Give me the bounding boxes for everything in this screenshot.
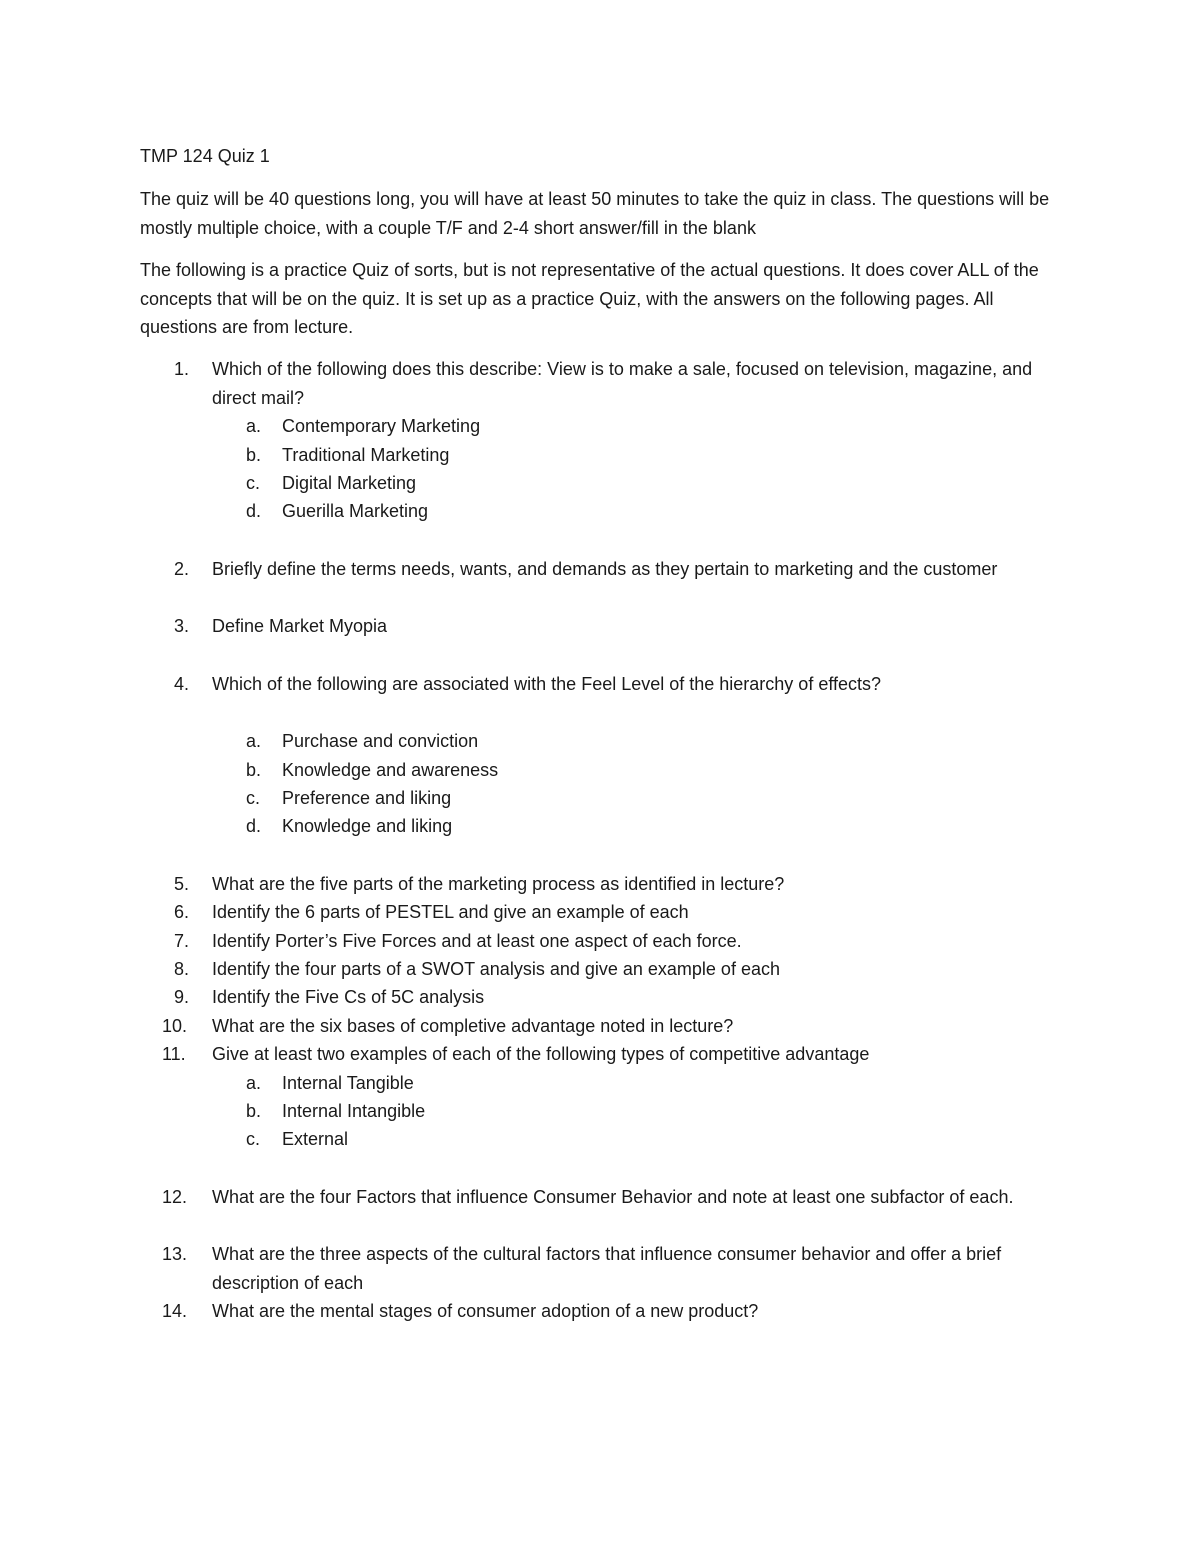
question-item <box>140 1040 1060 1068</box>
question-number: 1. <box>174 359 190 380</box>
question-number: 7. <box>174 930 190 951</box>
spacer <box>140 583 1060 612</box>
option-letter: c. <box>246 1129 261 1150</box>
question-item <box>140 955 1060 983</box>
spacer <box>140 1211 1060 1240</box>
answer-options <box>140 1069 1060 1154</box>
question-number: 4. <box>174 673 190 694</box>
option-letter: d. <box>246 816 262 837</box>
spacer <box>140 1154 1060 1183</box>
question-list <box>140 355 1060 1325</box>
answer-option <box>140 1097 1060 1125</box>
option-text: Purchase and conviction <box>282 731 479 752</box>
option-text: External <box>282 1129 349 1150</box>
question-text: What are the six bases of completive advantage noted in lecture? <box>212 1015 734 1036</box>
answer-option <box>140 497 1060 525</box>
option-letter: b. <box>246 1100 262 1121</box>
document-body <box>140 142 1060 1325</box>
question-text: Identify the 6 parts of PESTEL and give an example of each <box>212 902 689 923</box>
question-item <box>140 612 1060 640</box>
question-number: 13. <box>162 1244 188 1265</box>
intro-paragraph-2: The following is a practice Quiz of sorts, but is not representative of the actual questions. It does cover ALL of the concepts that will be on the quiz. It is set up as a practice Quiz, with the answers on the following pages. All questions are from lecture. <box>140 260 1039 338</box>
option-letter: c. <box>246 473 261 494</box>
question-text: What are the three aspects of the cultural factors that influence consumer behavior and offer a brief description of each <box>212 1244 1002 1293</box>
question-text: Which of the following does this describe: View is to make a sale, focused on television, magazine, and direct mail? <box>212 359 1033 408</box>
question-item <box>140 355 1060 412</box>
question-item <box>140 983 1060 1011</box>
option-text: Knowledge and liking <box>282 816 453 837</box>
question-number: 14. <box>162 1301 188 1321</box>
question-number: 2. <box>174 558 190 579</box>
question-item <box>140 1297 1060 1325</box>
answer-option <box>140 412 1060 440</box>
question-number: 9. <box>174 987 190 1008</box>
question-number: 5. <box>174 873 190 894</box>
question-text: What are the mental stages of consumer adoption of a new product? <box>212 1301 759 1321</box>
option-letter: b. <box>246 444 262 465</box>
option-text: Contemporary Marketing <box>282 416 481 437</box>
spacer <box>140 641 1060 670</box>
option-text: Traditional Marketing <box>282 444 450 465</box>
question-number: 3. <box>174 616 190 637</box>
document-title: TMP 124 Quiz 1 <box>140 146 270 166</box>
intro-paragraph-1: The quiz will be 40 questions long, you will have at least 50 minutes to take the quiz in class. The questions will be mostly multiple choice, with a couple T/F and 2-4 short answer/fill in the blank <box>140 189 1050 238</box>
question-text: Identify the four parts of a SWOT analysis and give an example of each <box>212 958 780 979</box>
answer-option <box>140 1069 1060 1097</box>
answer-options <box>140 727 1060 841</box>
spacer <box>140 841 1060 870</box>
option-letter: a. <box>246 731 262 752</box>
question-number: 8. <box>174 958 190 979</box>
option-text: Knowledge and awareness <box>282 759 499 780</box>
answer-option <box>140 812 1060 840</box>
option-letter: a. <box>246 1072 262 1093</box>
question-text: Which of the following are associated with the Feel Level of the hierarchy of effects? <box>212 673 882 694</box>
option-text: Preference and liking <box>282 787 452 808</box>
question-item <box>140 927 1060 955</box>
option-letter: a. <box>246 416 262 437</box>
question-item <box>140 670 1060 698</box>
question-number: 10. <box>162 1015 188 1036</box>
question-item <box>140 555 1060 583</box>
question-number: 11. <box>162 1044 186 1065</box>
question-item <box>140 1240 1060 1297</box>
answer-option <box>140 469 1060 497</box>
question-text: Identify Porter’s Five Forces and at least one aspect of each force. <box>212 930 742 951</box>
answer-option <box>140 784 1060 812</box>
spacer <box>140 698 1060 727</box>
spacer <box>140 526 1060 555</box>
question-item <box>140 1012 1060 1040</box>
option-text: Internal Tangible <box>282 1072 414 1093</box>
answer-option <box>140 727 1060 755</box>
option-text: Guerilla Marketing <box>282 501 429 522</box>
question-text: Define Market Myopia <box>212 616 388 637</box>
question-item <box>140 870 1060 898</box>
question-text: Give at least two examples of each of the following types of competitive advantage <box>212 1044 870 1065</box>
option-letter: d. <box>246 501 262 522</box>
question-text: Briefly define the terms needs, wants, and demands as they pertain to marketing and the customer <box>212 558 998 579</box>
question-text: What are the four Factors that influence Consumer Behavior and note at least one subfactor of each. <box>212 1186 1014 1207</box>
question-number: 12. <box>162 1186 188 1207</box>
answer-option <box>140 756 1060 784</box>
question-number: 6. <box>174 902 190 923</box>
question-text: What are the five parts of the marketing process as identified in lecture? <box>212 873 785 894</box>
option-letter: b. <box>246 759 262 780</box>
answer-options <box>140 412 1060 526</box>
option-letter: c. <box>246 787 261 808</box>
question-item <box>140 1183 1060 1211</box>
option-text: Digital Marketing <box>282 473 417 494</box>
question-item <box>140 898 1060 926</box>
answer-option <box>140 441 1060 469</box>
question-text: Identify the Five Cs of 5C analysis <box>212 987 485 1008</box>
answer-option <box>140 1125 1060 1153</box>
option-text: Internal Intangible <box>282 1100 426 1121</box>
